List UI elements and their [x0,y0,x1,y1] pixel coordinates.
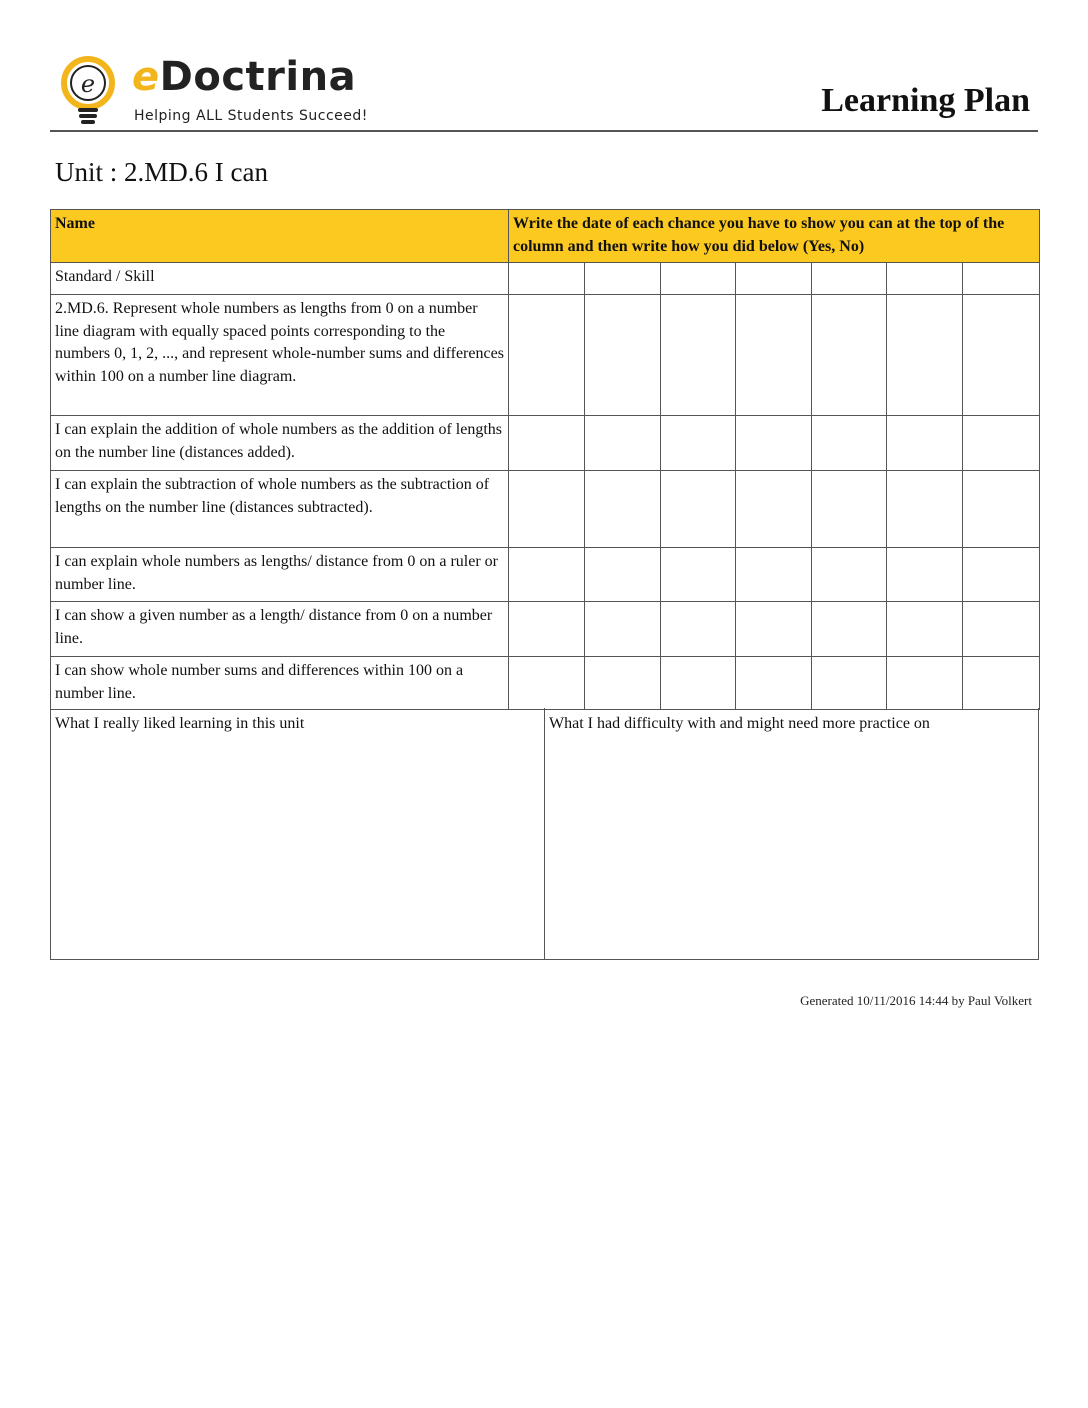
skill-description: 2.MD.6. Represent whole numbers as lengths from 0 on a number line diagram with equally spaced points corresponding to the numbers 0, 1, 2, ..., and represent whole-number sums and differences within 100 on a number line diagram. [51,295,509,416]
lightbulb-icon [54,54,126,128]
standard-skill-row [51,263,1040,295]
date-cell[interactable] [585,263,661,295]
page-title: Learning Plan [821,82,1030,119]
result-cell[interactable] [887,416,963,471]
instructions-header: Write the date of each chance you have to show you can at the top of the column and then write how you did below (Yes, No) [509,210,1040,263]
table-row [51,295,1040,416]
table-row [51,471,1040,548]
result-cell[interactable] [887,657,963,710]
table-row [51,548,1040,602]
result-cell[interactable] [661,602,736,657]
logo-brand-prefix: e [132,54,160,100]
result-cell[interactable] [736,657,812,710]
unit-title: Unit : 2.MD.6 I can [55,157,268,187]
result-cell[interactable] [963,471,1040,548]
result-cell[interactable] [736,602,812,657]
result-cell[interactable] [963,548,1040,602]
skill-description: I can show a given number as a length/ distance from 0 on a number line. [51,602,509,657]
skill-description: I can show whole number sums and differences within 100 on a number line. [51,657,509,710]
standard-skill-label: Standard / Skill [51,263,509,295]
result-cell[interactable] [887,295,963,416]
result-cell[interactable] [585,548,661,602]
result-cell[interactable] [585,295,661,416]
result-cell[interactable] [661,548,736,602]
skill-description: I can explain whole numbers as lengths/ distance from 0 on a ruler or number line. [51,548,509,602]
result-cell[interactable] [585,471,661,548]
result-cell[interactable] [812,548,887,602]
result-cell[interactable] [585,602,661,657]
date-cell[interactable] [887,263,963,295]
table-header-row [51,210,1040,263]
liked-learning-box[interactable] [51,708,544,959]
learning-plan-table [50,209,1040,710]
result-cell[interactable] [509,548,585,602]
liked-learning-label: What I really liked learning in this unit [55,715,305,732]
table-row [51,657,1040,710]
result-cell[interactable] [509,416,585,471]
result-cell[interactable] [812,416,887,471]
generated-footer: Generated 10/11/2016 14:44 by Paul Volkert [800,993,1032,1008]
date-cell[interactable] [661,263,736,295]
result-cell[interactable] [812,657,887,710]
difficulty-label: What I had difficulty with and might need more practice on [549,715,930,732]
date-cell[interactable] [963,263,1040,295]
result-cell[interactable] [812,471,887,548]
date-cell[interactable] [509,263,585,295]
page-header [50,50,1038,132]
result-cell[interactable] [963,295,1040,416]
result-cell[interactable] [736,295,812,416]
table-row [51,416,1040,471]
result-cell[interactable] [887,602,963,657]
svg-text:e: e [80,70,96,98]
date-cell[interactable] [812,263,887,295]
skill-description: I can explain the addition of whole numbers as the addition of lengths on the number line (distances added). [51,416,509,471]
result-cell[interactable] [812,295,887,416]
result-cell[interactable] [736,416,812,471]
logo-brand-name: Doctrina [159,54,357,100]
result-cell[interactable] [585,657,661,710]
result-cell[interactable] [736,548,812,602]
result-cell[interactable] [661,471,736,548]
result-cell[interactable] [661,416,736,471]
result-cell[interactable] [661,657,736,710]
date-cell[interactable] [736,263,812,295]
skill-description: I can explain the subtraction of whole numbers as the subtraction of lengths on the number line (distances subtracted). [51,471,509,548]
logo-tagline: Helping ALL Students Succeed! [134,108,368,124]
edoctrina-logo [54,54,384,128]
result-cell[interactable] [661,295,736,416]
name-header[interactable]: Name [51,210,509,263]
reflection-section [50,708,1039,960]
table-row [51,602,1040,657]
result-cell[interactable] [509,602,585,657]
result-cell[interactable] [736,471,812,548]
result-cell[interactable] [812,602,887,657]
result-cell[interactable] [509,657,585,710]
result-cell[interactable] [887,471,963,548]
result-cell[interactable] [887,548,963,602]
difficulty-box[interactable] [544,708,1038,959]
result-cell[interactable] [963,602,1040,657]
result-cell[interactable] [585,416,661,471]
result-cell[interactable] [509,471,585,548]
result-cell[interactable] [509,295,585,416]
result-cell[interactable] [963,657,1040,710]
result-cell[interactable] [963,416,1040,471]
